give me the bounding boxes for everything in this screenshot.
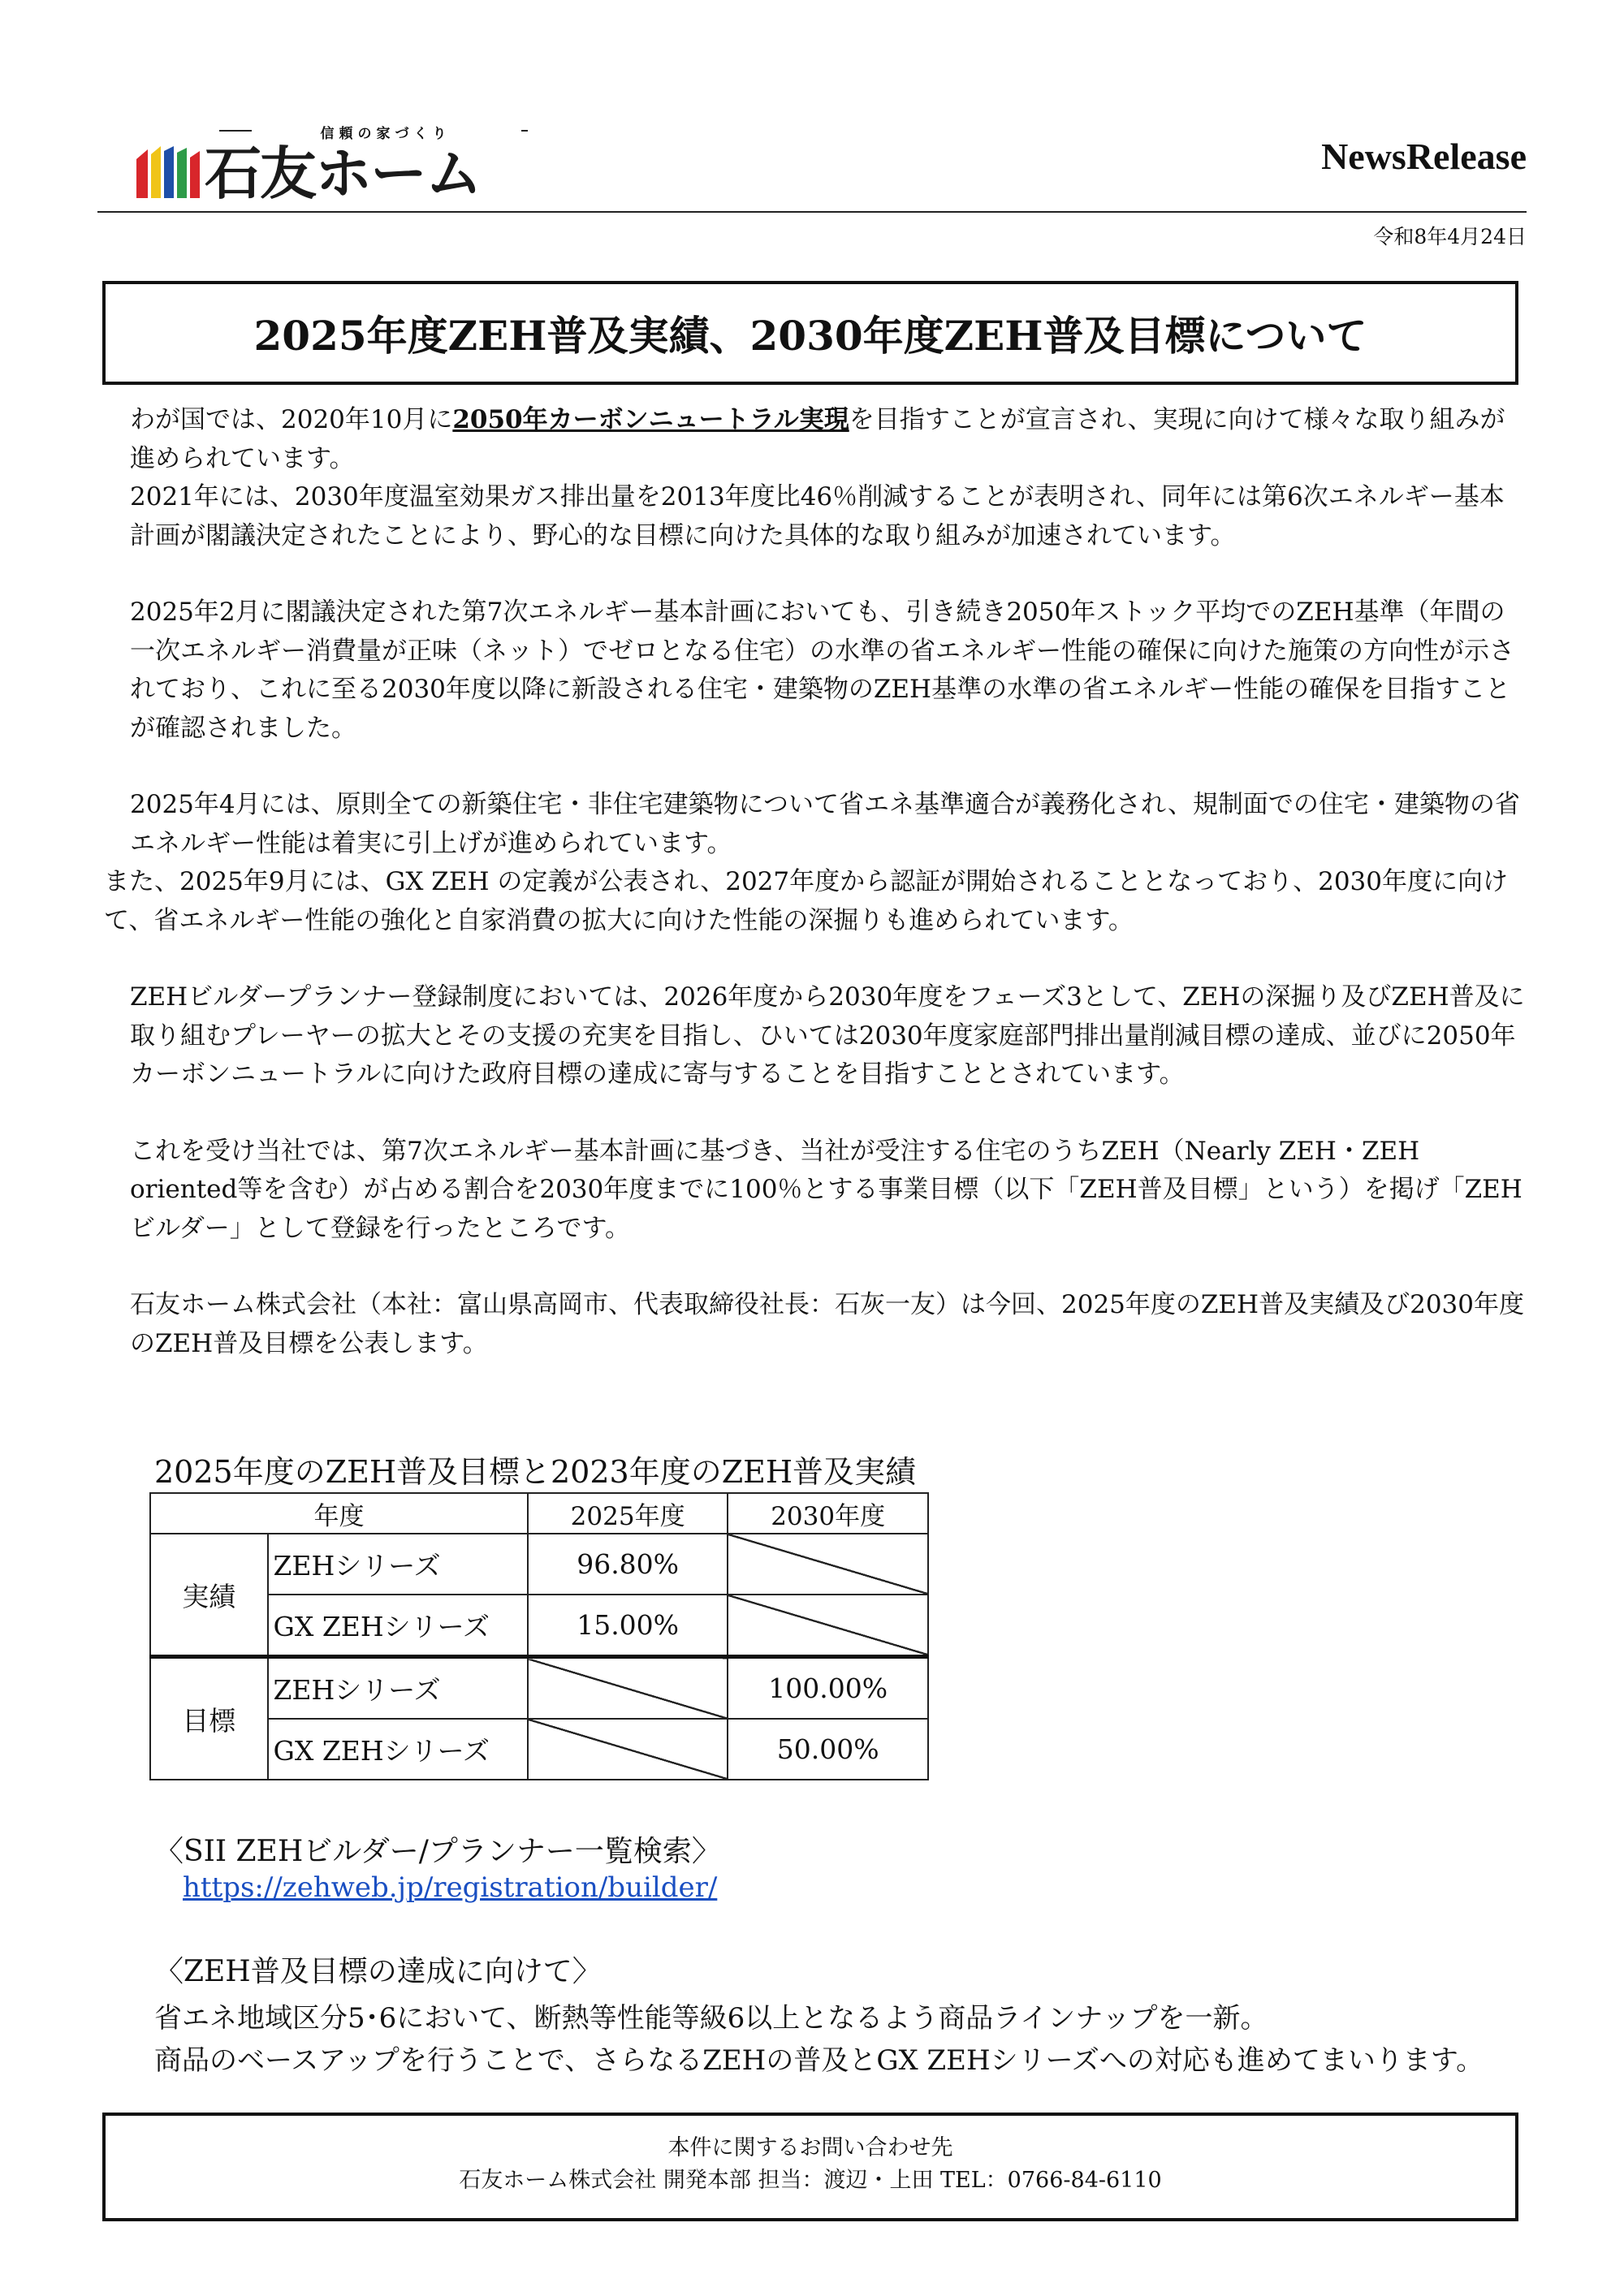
- group-label-target: 目標: [150, 1657, 268, 1780]
- row-label: ZEHシリーズ: [268, 1534, 528, 1595]
- logo-text: 石友ホーム: [205, 140, 481, 207]
- paragraph-1: [104, 401, 1527, 478]
- table-caption: 2025年度のZEH普及目標と2023年度のZEH普及実績: [154, 1454, 916, 1490]
- header-2030: 2030年度: [728, 1493, 928, 1534]
- empty-slash-cell: [528, 1719, 728, 1780]
- page-title: 2025年度ZEH普及実績、2030年度ZEH普及目標について: [253, 312, 1367, 360]
- paragraph-5: また、2025年9月には、GX ZEH の定義が公表され、2027年度から認証が開始されることとなっており、2030年度に向けて、省エネルギー性能の強化と自家消費の拡大に向けた性能の深掘りも進められています。: [104, 867, 1509, 935]
- group-label-actual: 実績: [150, 1534, 268, 1657]
- p1-pre: わが国では、2020年10月に: [130, 405, 453, 434]
- empty-slash-cell: [728, 1534, 928, 1595]
- value-cell: 50.00%: [728, 1719, 928, 1780]
- empty-slash-cell: [528, 1657, 728, 1720]
- paragraph-8: 石友ホーム株式会社（本社：富山県高岡市、代表取締役社長：石灰一友）は今回、2025年度のZEH普及実績及び2030年度のZEH普及目標を公表します。: [130, 1290, 1524, 1358]
- paragraph-6: ZEHビルダープランナー登録制度においては、2026年度から2030年度をフェーズ3として、ZEHの深掘り及びZEH普及に取り組むプレーヤーの拡大とその支援の充実を目指し、ひいては2030年度家庭部門排出量削減目標の達成、並びに2050年カーボンニュートラルに向けた政府目標の達成に寄与することを目指すこととされています。: [130, 982, 1525, 1089]
- goal-line-2: 商品のベースアップを行うことで、さらなるZEHの普及とGX ZEHシリーズへの対応も進めてまいります。: [154, 2044, 1484, 2077]
- goal-section-label: 〈ZEH普及目標の達成に向けて〉: [154, 1955, 602, 1988]
- contact-heading: 本件に関するお問い合わせ先: [667, 2135, 953, 2160]
- paragraph-2: 2021年には、2030年度温室効果ガス排出量を2013年度比46％削減することが表明され、同年には第6次エネルギー基本計画が閣議決定されたことにより、野心的な目標に向けた具体的な取り組みが加速されています。: [130, 482, 1505, 550]
- title-box: [102, 281, 1518, 385]
- contact-detail: 石友ホーム株式会社 開発本部 担当：渡辺・上田 TEL：0766-84-6110: [459, 2168, 1162, 2193]
- row-label: GX ZEHシリーズ: [268, 1595, 528, 1657]
- table-row: [150, 1719, 928, 1780]
- paragraph-7: これを受け当社では、第7次エネルギー基本計画に基づき、当社が受注する住宅のうちZEH（Nearly ZEH・ZEH oriented等を含む）が占める割合を2030年度までに100％とする事業目標（以下「ZEH普及目標」という）を掲げ「ZEHビルダー」として登録を行ったところです。: [130, 1136, 1522, 1243]
- goal-text: [154, 1997, 1535, 2082]
- row-label: GX ZEHシリーズ: [268, 1719, 528, 1780]
- body-text: [104, 401, 1527, 1363]
- table-row: [150, 1595, 928, 1657]
- news-release-label: NewsRelease: [1321, 136, 1527, 177]
- header-2025: 2025年度: [528, 1493, 728, 1534]
- goal-line-1: 省エネ地域区分5･6において、断熱等性能等級6以上となるよう商品ラインナップを一新。: [154, 2002, 1268, 2035]
- logo-tagline: 信頼の家づくり: [320, 126, 451, 142]
- zeh-table: [149, 1492, 929, 1780]
- company-logo: [130, 122, 528, 211]
- sii-builder-link[interactable]: https://zehweb.jp/registration/builder/: [183, 1871, 718, 1904]
- value-cell: 15.00%: [528, 1595, 728, 1657]
- sii-search-label: 〈SII ZEHビルダー/プランナー一覧検索〉: [154, 1835, 721, 1868]
- release-date: 令和8年4月24日: [1373, 225, 1527, 248]
- p1-post: を目指すことが宣言され、実現に向けて様々な取り組みが進められています。: [130, 405, 1505, 473]
- value-cell: 96.80%: [528, 1534, 728, 1595]
- table-row: [150, 1534, 928, 1595]
- header-divider: [97, 211, 1527, 213]
- carbon-neutral-link-text: 2050年カーボンニュートラル実現: [452, 405, 849, 434]
- header-year: 年度: [150, 1493, 528, 1534]
- logo-mark-icon: [136, 146, 200, 198]
- table-row: [150, 1657, 928, 1720]
- row-label: ZEHシリーズ: [268, 1657, 528, 1720]
- paragraph-4: 2025年4月には、原則全ての新築住宅・非住宅建築物について省エネ基準適合が義務化され、規制面での住宅・建築物の省エネルギー性能は着実に引上げが進められています。: [130, 790, 1520, 858]
- paragraph-3: 2025年2月に閣議決定された第7次エネルギー基本計画においても、引き続き2050年ストック平均でのZEH基準（年間の一次エネルギー消費量が正味（ネット）でゼロとなる住宅）の水準の省エネルギー性能の確保に向けた施策の方向性が示されており、これに至る2030年度以降に新設される住宅・建築物のZEH基準の水準の省エネルギー性能の確保を目指すことが確認されました。: [130, 598, 1514, 743]
- table-header-row: [150, 1493, 928, 1534]
- value-cell: 100.00%: [728, 1657, 928, 1720]
- contact-box: [102, 2113, 1518, 2221]
- empty-slash-cell: [728, 1595, 928, 1657]
- tagline-rule-right: [521, 130, 528, 132]
